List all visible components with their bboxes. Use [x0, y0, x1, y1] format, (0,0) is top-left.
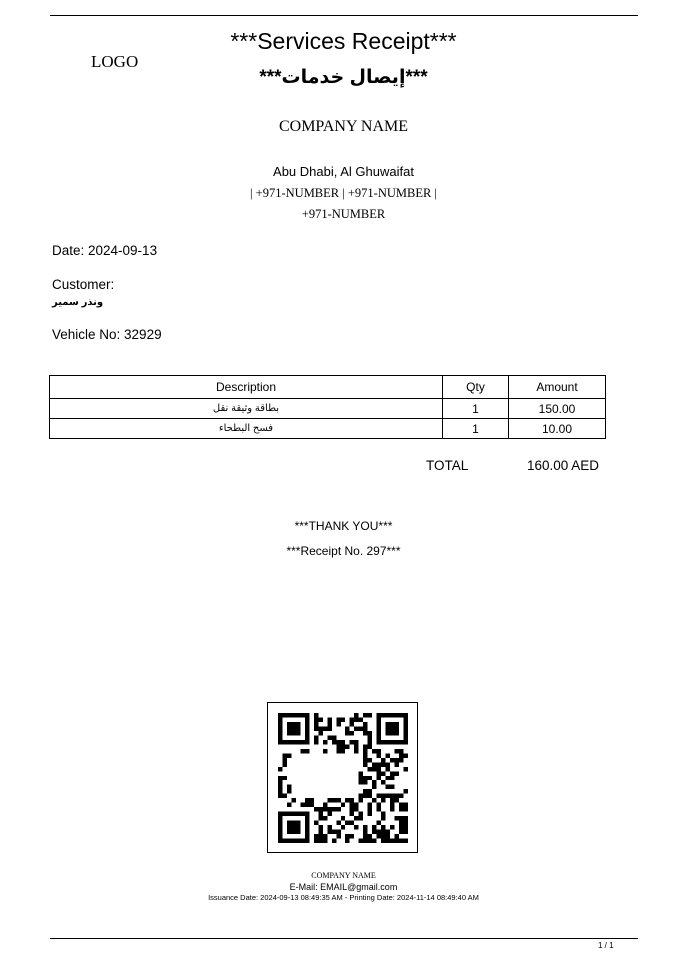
receipt-title-en: ***Services Receipt***: [230, 28, 457, 54]
column-header-description: Description: [50, 376, 443, 399]
bottom-rule: [50, 938, 638, 939]
company-phones-line1: | +971-NUMBER | +971-NUMBER |: [250, 186, 437, 200]
logo-placeholder: LOGO: [91, 52, 139, 71]
thank-you-message: ***THANK YOU***: [294, 519, 393, 533]
top-rule: [50, 15, 638, 16]
row-description: بطاقة وثيقة نقل: [50, 399, 443, 419]
footer-dates: Issuance Date: 2024-09-13 08:49:35 AM - Printing Date: 2024-11-14 08:49:40 AM: [208, 893, 479, 902]
table-row: [50, 419, 606, 439]
column-header-qty: Qty: [443, 376, 509, 399]
receipt-date: Date: 2024-09-13: [52, 243, 158, 258]
vehicle-number: Vehicle No: 32929: [52, 327, 162, 342]
qr-code: [267, 702, 418, 853]
row-description: فسح البطحاء: [50, 419, 443, 439]
customer-name: ونذر سمير: [52, 297, 104, 308]
row-qty: 1: [443, 399, 509, 419]
qr-code-pattern: [278, 713, 408, 843]
company-phones-line2: +971-NUMBER: [301, 207, 386, 221]
row-qty: 1: [443, 419, 509, 439]
company-name: COMPANY NAME: [278, 118, 409, 135]
page-number: 1 / 1: [598, 941, 614, 950]
customer-label: Customer:: [52, 277, 115, 292]
company-address: Abu Dhabi, Al Ghuwaifat: [273, 164, 414, 179]
footer-company-name: COMPANY NAME: [311, 871, 376, 880]
footer-email: E-Mail: EMAIL@gmail.com: [289, 882, 398, 892]
receipt-title-ar: ***إيصال خدمات***: [259, 67, 428, 88]
total-value: 160.00 AED: [527, 458, 600, 473]
row-amount: 150.00: [509, 399, 606, 419]
row-amount: 10.00: [509, 419, 606, 439]
services-table: [49, 375, 606, 439]
table-header-row: [50, 376, 606, 399]
table-row: [50, 399, 606, 419]
column-header-amount: Amount: [509, 376, 606, 399]
receipt-number: ***Receipt No. 297***: [286, 544, 401, 558]
total-label: TOTAL: [426, 458, 469, 473]
